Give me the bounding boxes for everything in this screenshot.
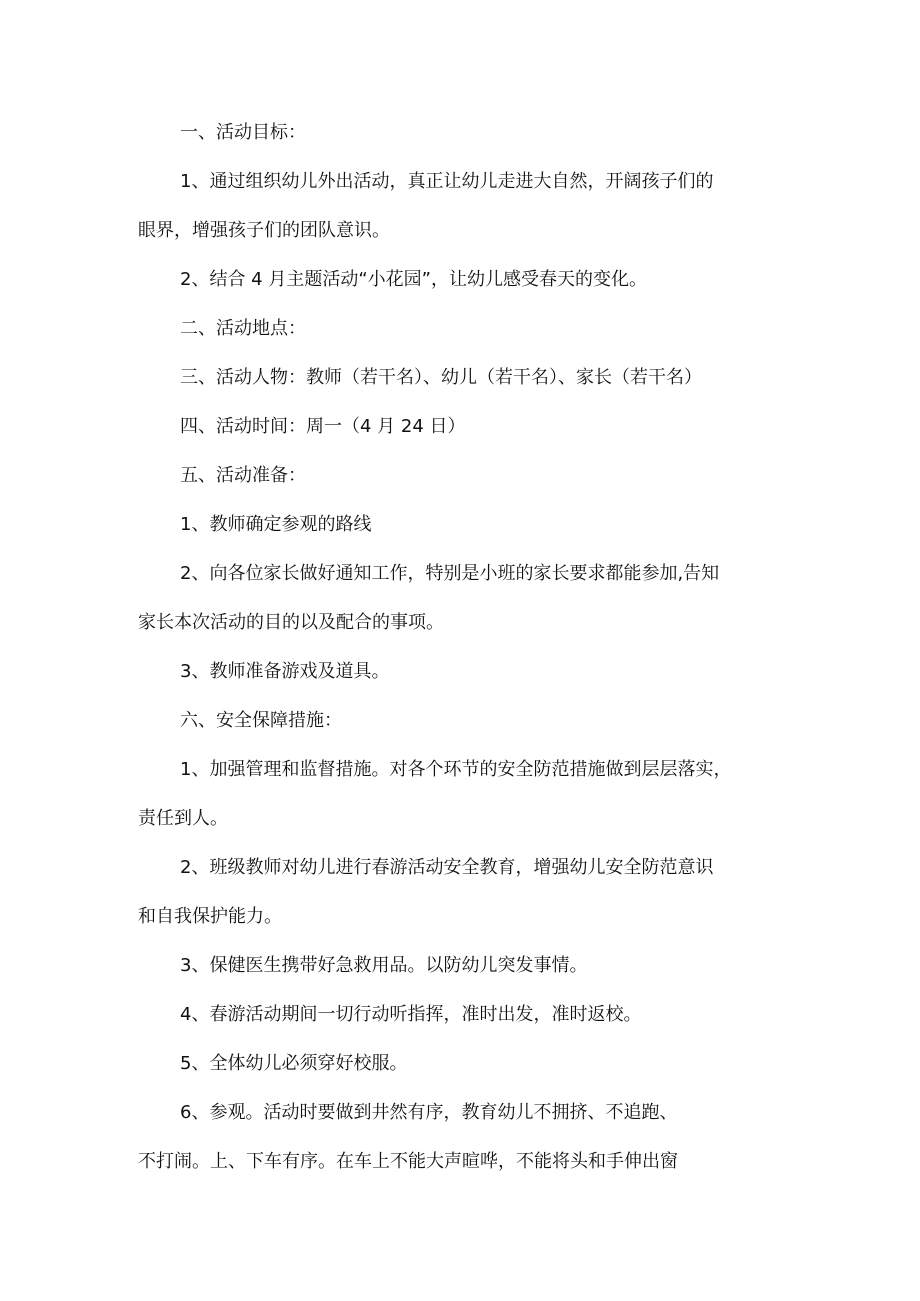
paragraph-line: 责任到人。 [138, 808, 228, 829]
paragraph-line: 和自我保护能力。 [138, 906, 282, 927]
heading-location: 二、活动地点： [180, 318, 306, 339]
paragraph-line: 4、春游活动期间一切行动听指挥，准时出发，准时返校。 [180, 1004, 642, 1025]
heading-preparation: 五、活动准备： [180, 465, 306, 486]
heading-safety: 六、安全保障措施： [180, 710, 342, 731]
document-body [138, 113, 808, 1191]
paragraph-line: 1、教师确定参观的路线 [180, 514, 372, 535]
paragraph-line: 2、向各位家长做好通知工作，特别是小班的家长要求都能参加,告知 [180, 563, 720, 584]
paragraph-line: 2、班级教师对幼儿进行春游活动安全教育，增强幼儿安全防范意识 [180, 857, 714, 878]
heading-objectives: 一、活动目标： [180, 122, 306, 143]
paragraph-line: 3、教师准备游戏及道具。 [180, 661, 390, 682]
paragraph-line: 1、通过组织幼儿外出活动，真正让幼儿走进大自然，开阔孩子们的 [180, 171, 714, 192]
heading-participants: 三、活动人物：教师（若干名）、幼儿（若干名）、家长（若干名） [180, 367, 702, 388]
paragraph-line: 2、结合 4 月主题活动“小花园”，让幼儿感受春天的变化。 [180, 269, 647, 290]
paragraph-line: 不打闹。上、下车有序。在车上不能大声暄哗，不能将头和手伸出窗 [138, 1151, 678, 1172]
paragraph-line: 家长本次活动的目的以及配合的事项。 [138, 612, 444, 633]
paragraph-line: 6、参观。活动时要做到井然有序，教育幼儿不拥挤、不追跑、 [180, 1102, 678, 1123]
paragraph-line: 眼界，增强孩子们的团队意识。 [138, 220, 390, 241]
paragraph-line: 3、保健医生携带好急救用品。以防幼儿突发事情。 [180, 955, 588, 976]
paragraph-line: 5、全体幼儿必须穿好校服。 [180, 1053, 408, 1074]
heading-time: 四、活动时间：周一（4 月 24 日） [180, 416, 466, 437]
paragraph-line: 1、加强管理和监督措施。对各个环节的安全防范措施做到层层落实， [180, 759, 732, 780]
